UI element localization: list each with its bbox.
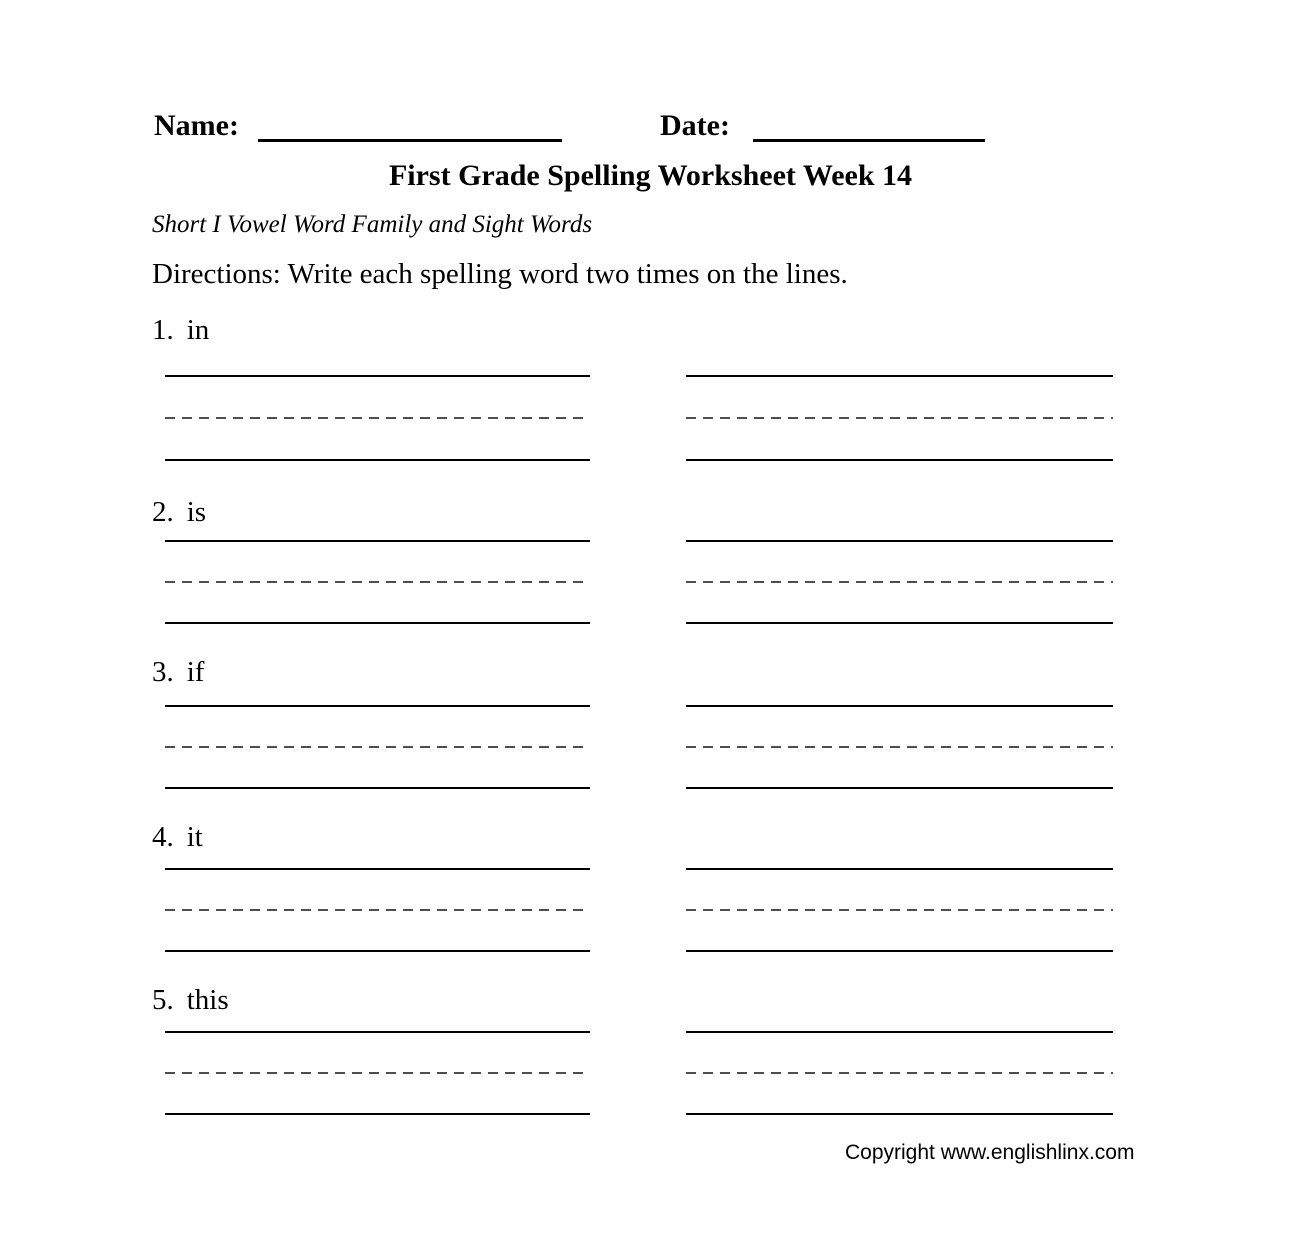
word-text: in: [186, 314, 210, 346]
writing-line-solid: [165, 705, 590, 707]
word-label: [152, 314, 209, 346]
writing-line-dashed: [686, 581, 1113, 583]
writing-line-solid: [686, 1031, 1113, 1033]
date-label: Date:: [660, 109, 730, 142]
writing-line-dashed: [686, 909, 1113, 911]
worksheet-title: First Grade Spelling Worksheet Week 14: [388, 159, 913, 192]
writing-line-solid: [686, 705, 1113, 707]
word-label: [152, 496, 206, 528]
writing-line-solid: [686, 459, 1113, 461]
writing-line-dashed: [165, 746, 590, 748]
word-number: 5.: [152, 984, 174, 1016]
name-label: Name:: [154, 109, 239, 142]
writing-line-solid: [165, 787, 590, 789]
writing-line-dashed: [686, 1072, 1113, 1074]
word-number: 2.: [152, 496, 174, 528]
writing-line-solid: [165, 540, 590, 542]
date-blank-line: [753, 139, 985, 142]
word-text: it: [186, 821, 203, 853]
word-label: [152, 656, 204, 688]
word-text: is: [186, 496, 207, 528]
writing-line-dashed: [165, 1072, 590, 1074]
writing-line-dashed: [165, 417, 590, 419]
word-text: if: [186, 656, 205, 688]
name-blank-line: [258, 139, 562, 142]
writing-line-solid: [686, 1113, 1113, 1115]
writing-line-solid: [686, 622, 1113, 624]
writing-line-solid: [165, 459, 590, 461]
writing-line-solid: [165, 1031, 590, 1033]
writing-line-dashed: [165, 909, 590, 911]
writing-line-solid: [686, 375, 1113, 377]
word-number: 1.: [152, 314, 174, 346]
writing-line-dashed: [165, 581, 590, 583]
word-number: 4.: [152, 821, 174, 853]
writing-line-dashed: [686, 746, 1113, 748]
copyright-text: Copyright www.englishlinx.com: [845, 1141, 1135, 1164]
word-label: [152, 821, 203, 853]
writing-line-solid: [165, 1113, 590, 1115]
word-label: [152, 984, 229, 1016]
writing-line-solid: [686, 787, 1113, 789]
writing-line-solid: [165, 950, 590, 952]
writing-line-dashed: [686, 417, 1113, 419]
worksheet-subtitle: Short I Vowel Word Family and Sight Words: [152, 211, 593, 238]
writing-line-solid: [686, 950, 1113, 952]
directions-text: Directions: Write each spelling word two times on the lines.: [152, 258, 848, 290]
writing-line-solid: [686, 540, 1113, 542]
writing-line-solid: [165, 622, 590, 624]
word-number: 3.: [152, 656, 174, 688]
word-text: this: [186, 984, 229, 1016]
writing-line-solid: [686, 868, 1113, 870]
writing-line-solid: [165, 375, 590, 377]
writing-line-solid: [165, 868, 590, 870]
